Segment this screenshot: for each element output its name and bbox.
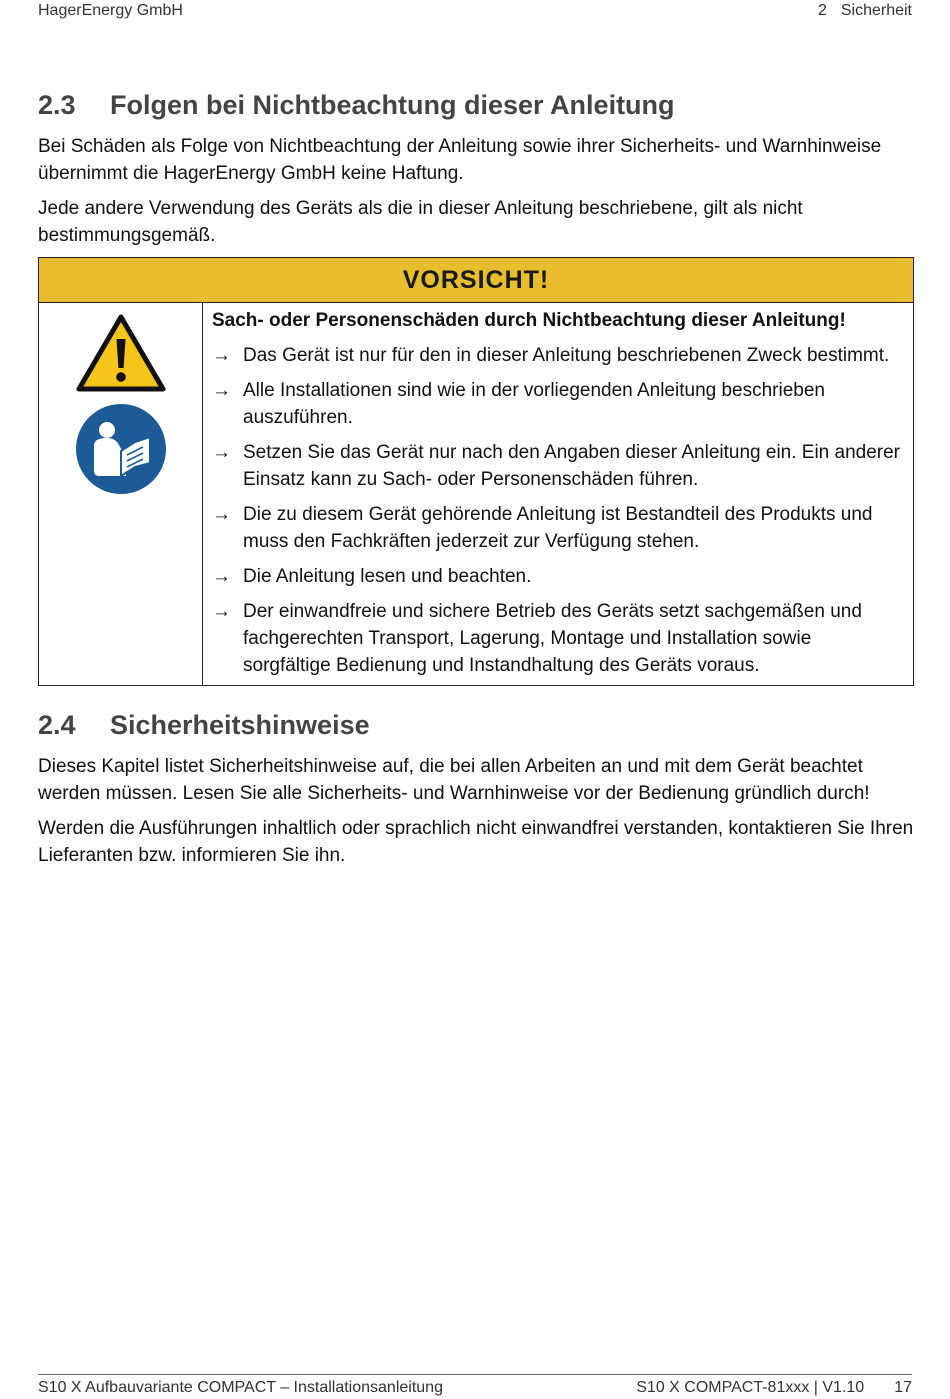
paragraph: Werden die Ausführungen inhaltlich oder sprachlich nicht einwandfrei verstanden, kontaktieren Sie Ihren Lieferanten bzw. informieren Sie ihn. <box>38 818 914 866</box>
section-title: Sicherheitshinweise <box>110 710 370 740</box>
arrow-icon: → <box>212 380 231 401</box>
list-item-text: Setzen Sie das Gerät nur nach den Angaben dieser Anleitung ein. Ein anderer Einsatz kann zu Sach- oder Personenschäden führen. <box>243 442 901 490</box>
caution-subtitle: Sach- oder Personenschäden durch Nichtbeachtung dieser Anleitung! <box>212 310 846 331</box>
list-item <box>212 377 903 431</box>
chapter-title: Sicherheit <box>840 2 912 19</box>
list-item <box>212 598 903 679</box>
list-item-text: Das Gerät ist nur für den in dieser Anleitung beschriebenen Zweck bestimmt. <box>243 345 890 366</box>
read-manual-icon <box>75 403 167 495</box>
caution-icons <box>39 303 203 685</box>
section-heading-2-4 <box>38 708 914 742</box>
product-version: S10 X COMPACT-81xxx | V1.10 <box>636 1379 865 1396</box>
page-number: 17 <box>894 1379 912 1396</box>
document-title: S10 X Aufbauvariante COMPACT – Installationsanleitung <box>38 1379 443 1396</box>
chapter-reference <box>818 2 912 20</box>
list-item <box>212 342 903 369</box>
page-content <box>38 88 914 869</box>
paragraph: Bei Schäden als Folge von Nichtbeachtung der Anleitung sowie ihrer Sicherheits- und Warnhinweise übernimmt die HagerEnergy GmbH keine Haftung. <box>38 136 882 184</box>
list-item <box>212 563 903 590</box>
list-item-text: Alle Installationen sind wie in der vorliegenden Anleitung beschrieben auszuführen. <box>243 380 825 428</box>
company-name: HagerEnergy GmbH <box>38 2 183 19</box>
arrow-icon: → <box>212 504 231 525</box>
caution-text <box>203 303 913 685</box>
list-item-text: Die zu diesem Gerät gehörende Anleitung ist Bestandteil des Produkts und muss den Fachkräften jederzeit zur Verfügung stehen. <box>243 504 873 552</box>
arrow-icon: → <box>212 601 231 622</box>
paragraph: Jede andere Verwendung des Geräts als die in dieser Anleitung beschriebene, gilt als nicht bestimmungsgemäß. <box>38 198 803 246</box>
caution-signal-word: VORSICHT! <box>39 258 913 303</box>
chapter-number: 2 <box>817 2 827 19</box>
caution-box <box>38 257 914 686</box>
arrow-icon: → <box>212 442 231 463</box>
arrow-icon: → <box>212 566 231 587</box>
list-item-text: Der einwandfreie und sichere Betrieb des Geräts setzt sachgemäßen und fachgerechten Transport, Lagerung, Montage und Installation sowie sorgfältige Bedienung und Instandhaltung des Geräts voraus. <box>243 601 862 676</box>
list-item <box>212 501 903 555</box>
section-number: 2.4 <box>38 710 76 740</box>
section-heading-2-3 <box>38 88 914 122</box>
section-title: Folgen bei Nichtbeachtung dieser Anleitung <box>110 90 675 120</box>
page-footer <box>38 1374 912 1399</box>
page-header <box>38 2 912 22</box>
warning-triangle-icon <box>75 313 167 393</box>
list-item <box>212 439 903 493</box>
paragraph: Dieses Kapitel listet Sicherheitshinweise auf, die bei allen Arbeiten an und mit dem Gerät beachtet werden müssen. Lesen Sie alle Sicherheits- und Warnhinweise vor der Bedienung gründlich durch! <box>38 756 870 804</box>
footer-right <box>636 1379 912 1397</box>
section-number: 2.3 <box>38 90 76 120</box>
list-item-text: Die Anleitung lesen und beachten. <box>243 566 532 587</box>
arrow-icon: → <box>212 345 231 366</box>
